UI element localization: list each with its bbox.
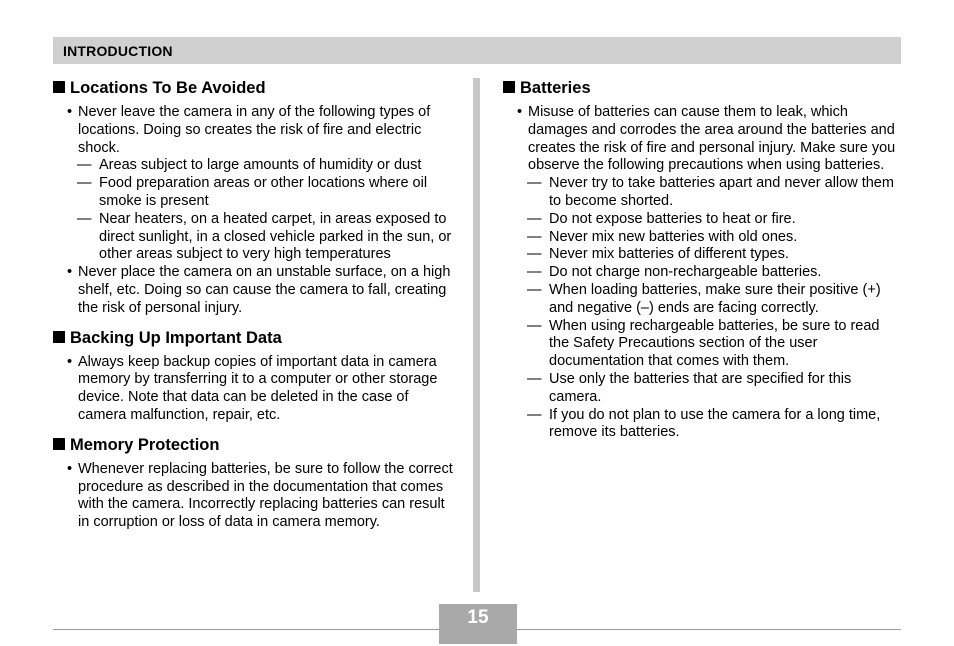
dash-marker: — xyxy=(77,157,92,174)
dash-marker: — xyxy=(527,317,542,334)
list-item-text: Near heaters, on a heated carpet, in areas exposed to direct sunlight, in a closed vehicle parked in the sun, or other areas subject to very high temperatures xyxy=(99,210,452,263)
bullet-marker: • xyxy=(67,264,73,281)
bullet-list-item xyxy=(53,461,453,532)
list-item-text: Never mix new batteries with old ones. xyxy=(549,228,798,245)
dash-list-item xyxy=(503,371,901,407)
dash-list-item xyxy=(503,264,901,282)
dash-list-item xyxy=(503,175,901,211)
dash-list-item xyxy=(53,211,453,264)
dash-list-item xyxy=(503,407,901,443)
dash-marker: — xyxy=(527,264,542,281)
section-heading xyxy=(53,328,453,348)
list-item-text: Whenever replacing batteries, be sure to follow the correct procedure as described in the documentation that comes with the camera. Incorrectly replacing batteries can result in corruption or loss of data in camera memory. xyxy=(78,460,453,531)
dash-marker: — xyxy=(527,406,542,423)
list-item-text: Misuse of batteries can cause them to leak, which damages and corrodes the area around the batteries and creates the risk of fire and personal injury. Make sure you observe the following precautions when using batteries. xyxy=(528,104,896,174)
column-divider xyxy=(473,78,480,592)
dash-marker: — xyxy=(527,175,542,192)
dash-list-item xyxy=(53,157,453,175)
dash-list-item xyxy=(503,246,901,264)
left-column xyxy=(53,78,453,542)
dash-marker: — xyxy=(77,175,92,192)
section-heading-text: Batteries xyxy=(520,79,591,97)
list-item-text: Food preparation areas or other locations where oil smoke is present xyxy=(99,175,428,209)
bullet-list-item xyxy=(503,104,901,175)
list-item-text: Use only the batteries that are specified for this camera. xyxy=(549,370,852,405)
list-item-text: When using rechargeable batteries, be sure to read the Safety Precautions section of the user documentation that comes with them. xyxy=(549,317,880,370)
dash-marker: — xyxy=(527,210,542,227)
dash-list-item xyxy=(503,282,901,318)
section xyxy=(53,78,453,318)
square-bullet-icon xyxy=(53,438,65,450)
bullet-list-item xyxy=(53,264,453,317)
dash-list-item xyxy=(53,175,453,211)
page-number: 15 xyxy=(467,607,489,628)
bullet-marker: • xyxy=(67,104,73,120)
dash-marker: — xyxy=(527,228,542,245)
list-item-text: Always keep backup copies of important data in camera memory by transferring it to a computer or other storage device. Note that data can be deleted in the case of camera malfunction, repair, etc. xyxy=(78,353,438,423)
section-heading xyxy=(53,435,453,455)
bullet-list-item xyxy=(53,354,453,425)
dash-list-item xyxy=(503,211,901,229)
section-title: INTRODUCTION xyxy=(63,43,173,59)
section-heading-text: Locations To Be Avoided xyxy=(70,79,266,97)
list-item-text: Do not charge non-rechargeable batteries. xyxy=(549,264,822,281)
section-header-bar xyxy=(53,37,901,64)
section-heading xyxy=(503,78,901,98)
section-heading xyxy=(53,78,453,98)
bullet-marker: • xyxy=(517,104,523,120)
section xyxy=(503,78,901,442)
list-item-text: Never place the camera on an unstable surface, on a high shelf, etc. Doing so can cause the camera to fall, creating the risk of personal injury. xyxy=(78,264,451,316)
page-number-box xyxy=(439,604,517,644)
dash-list-item xyxy=(503,229,901,247)
square-bullet-icon xyxy=(53,81,65,93)
section-heading-text: Backing Up Important Data xyxy=(70,328,282,347)
section-heading-text: Memory Protection xyxy=(70,435,220,454)
section xyxy=(53,328,453,425)
dash-marker: — xyxy=(77,210,92,227)
square-bullet-icon xyxy=(503,81,515,93)
dash-marker: — xyxy=(527,281,542,298)
list-item-text: Do not expose batteries to heat or fire. xyxy=(549,210,796,227)
bullet-list-item xyxy=(53,104,453,157)
bullet-marker: • xyxy=(67,353,73,370)
bullet-marker: • xyxy=(67,460,73,477)
dash-marker: — xyxy=(527,370,542,387)
dash-list-item xyxy=(503,318,901,371)
list-item-text: Never mix batteries of different types. xyxy=(549,246,789,263)
right-column xyxy=(503,78,901,452)
section xyxy=(53,435,453,532)
list-item-text: Areas subject to large amounts of humidity or dust xyxy=(99,157,422,174)
dash-marker: — xyxy=(527,246,542,263)
list-item-text: Never leave the camera in any of the following types of locations. Doing so creates the risk of fire and electric shock. xyxy=(78,104,431,156)
square-bullet-icon xyxy=(53,331,65,343)
list-item-text: If you do not plan to use the camera for a long time, remove its batteries. xyxy=(549,406,881,441)
list-item-text: When loading batteries, make sure their positive (+) and negative (–) ends are facing correctly. xyxy=(549,281,881,316)
list-item-text: Never try to take batteries apart and never allow them to become shorted. xyxy=(549,175,894,209)
